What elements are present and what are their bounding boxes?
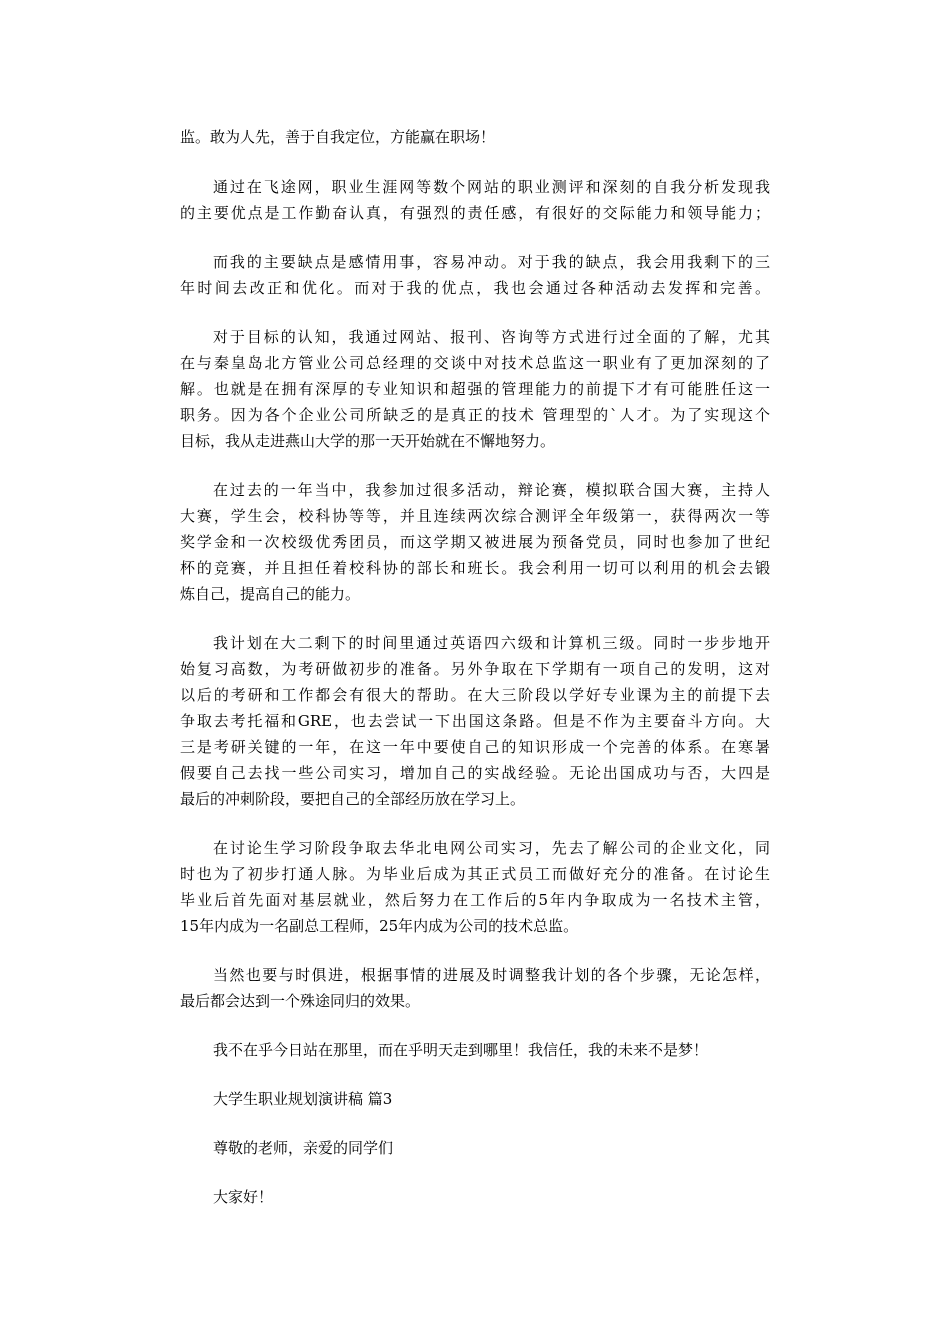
- paragraph-line: 三是考研关键的一年，在这一年中要使自己的知识形成一个完善的体系。在寒暑: [180, 738, 770, 756]
- paragraph-line: 炼自己，提高自己的能力。: [180, 585, 361, 603]
- paragraph-line: 的主要优点是工作勤奋认真，有强烈的责任感，有很好的交际能力和领导能力；: [180, 204, 770, 222]
- paragraph-line: 监。敢为人先，善于自我定位，方能赢在职场！: [180, 128, 496, 146]
- paragraph-line: 解。也就是在拥有深厚的专业知识和超强的管理能力的前提下才有可能胜任这一: [180, 380, 770, 398]
- paragraph-line: 假要自己去找一些公司实习，增加自己的实战经验。无论出国成功与否，大四是: [180, 764, 770, 782]
- salutation-line: 尊敬的老师，亲爱的同学们: [213, 1139, 394, 1157]
- section-heading: 大学生职业规划演讲稿 篇3: [213, 1090, 393, 1108]
- paragraph-line: 时也为了初步打通人脉。为毕业后成为其正式员工而做好充分的准备。在讨论生: [180, 865, 770, 883]
- paragraph-line: 15年内成为一名副总工程师，25年内成为公司的技术总监。: [180, 917, 579, 935]
- paragraph-line: 在过去的一年当中，我参加过很多活动，辩论赛，模拟联合国大赛，主持人: [213, 481, 770, 499]
- paragraph-line: 目标，我从走进燕山大学的那一天开始就在不懈地努力。: [180, 432, 556, 450]
- paragraph-line: 当然也要与时俱进，根据事情的进展及时调整我计划的各个步骤，无论怎样，: [213, 966, 770, 984]
- paragraph-line: 大赛，学生会，校科协等等，并且连续两次综合测评全年级第一，获得两次一等: [180, 507, 770, 525]
- paragraph-line: 以后的考研和工作都会有很大的帮助。在大三阶段以学好专业课为主的前提下去: [180, 686, 770, 704]
- paragraph-line: 奖学金和一次校级优秀团员，而这学期又被进展为预备党员，同时也参加了世纪: [180, 533, 770, 551]
- paragraph-line: 对于目标的认知，我通过网站、报刊、咨询等方式进行过全面的了解，尤其: [213, 328, 770, 346]
- paragraph-line: 毕业后首先面对基层就业，然后努力在工作后的5年内争取成为一名技术主管，: [180, 891, 770, 909]
- paragraph-line: 而我的主要缺点是感情用事，容易冲动。对于我的缺点，我会用我剩下的三: [213, 253, 770, 271]
- paragraph-line: 年时间去改正和优化。而对于我的优点，我也会通过各种活动去发挥和完善。: [180, 279, 770, 297]
- paragraph-line: 最后的冲刺阶段，要把自己的全部经历放在学习上。: [180, 790, 526, 808]
- paragraph-line: 在讨论生学习阶段争取去华北电网公司实习，先去了解公司的企业文化，同: [213, 839, 770, 857]
- paragraph-line: 我计划在大二剩下的时间里通过英语四六级和计算机三级。同时一步步地开: [213, 634, 770, 652]
- paragraph-line: 最后都会达到一个殊途同归的效果。: [180, 992, 421, 1010]
- paragraph-line: 通过在飞途网，职业生涯网等数个网站的职业测评和深刻的自我分析发现我: [213, 178, 770, 196]
- paragraph-line: 在与秦皇岛北方管业公司总经理的交谈中对技术总监这一职业有了更加深刻的了: [180, 354, 770, 372]
- paragraph-line: 争取去考托福和GRE，也去尝试一下出国这条路。但是不作为主要奋斗方向。大: [180, 712, 770, 730]
- paragraph-line: 始复习高数，为考研做初步的准备。另外争取在下学期有一项自己的发明，这对: [180, 660, 770, 678]
- greeting-line: 大家好！: [213, 1188, 274, 1206]
- paragraph-line: 我不在乎今日站在那里，而在乎明天走到哪里！我信任，我的未来不是梦！: [213, 1041, 709, 1059]
- paragraph-line: 杯的竞赛，并且担任着校科协的部长和班长。我会利用一切可以利用的机会去锻: [180, 559, 770, 577]
- paragraph-line: 职务。因为各个企业公司所缺乏的是真正的技术 管理型的`人才。为了实现这个: [180, 406, 770, 424]
